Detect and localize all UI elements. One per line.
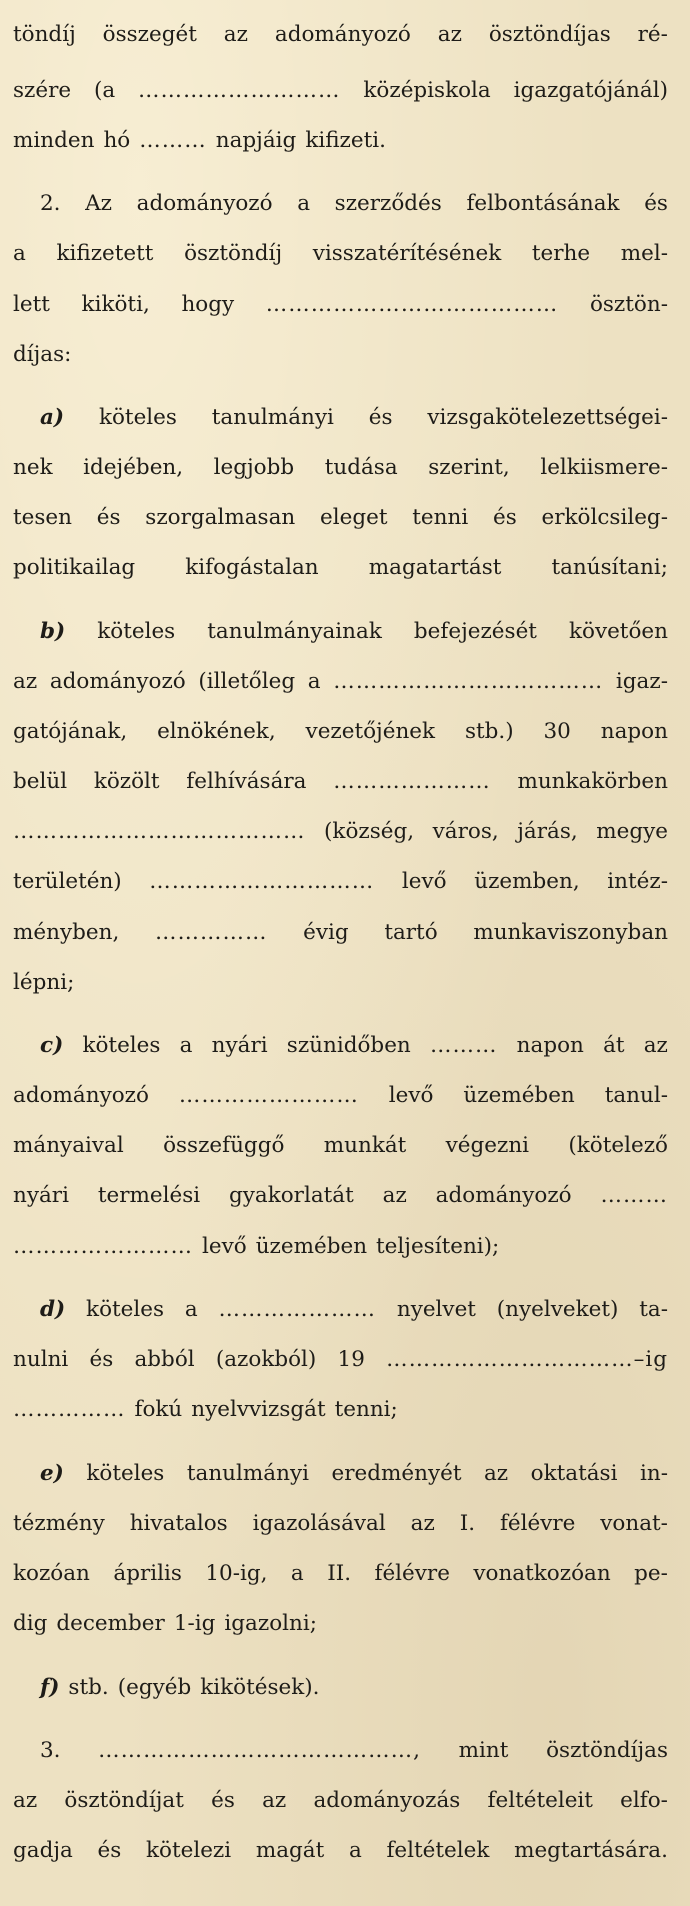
word: 10-ig, xyxy=(205,1561,268,1586)
word: szerint, xyxy=(428,455,510,480)
word: szerződés xyxy=(334,191,442,216)
word: üzemben, xyxy=(474,869,580,894)
word: ösztöndíjat xyxy=(64,1788,184,1813)
text-line xyxy=(13,1836,668,1866)
word: 3. xyxy=(40,1738,61,1763)
word: a xyxy=(297,191,311,216)
text-line xyxy=(13,1345,668,1375)
word: ………………………………… xyxy=(265,292,559,317)
text-line xyxy=(13,968,668,998)
word: …………… xyxy=(13,1397,126,1422)
word: adományozó xyxy=(435,1183,572,1208)
word: vizsgakötelezettségei- xyxy=(427,405,668,430)
word: és xyxy=(644,191,668,216)
word: köteles xyxy=(97,619,176,644)
word: ………………… xyxy=(333,769,491,794)
word: kiköti, xyxy=(81,292,150,317)
text-line xyxy=(13,1559,668,1589)
word: ta- xyxy=(639,1297,668,1322)
word: nulni xyxy=(13,1347,69,1372)
word: lelkiismere- xyxy=(540,455,668,480)
text-line xyxy=(13,1232,668,1262)
text-line xyxy=(40,1459,668,1489)
word: az xyxy=(643,1033,668,1058)
word: évig xyxy=(303,920,349,945)
word: magát xyxy=(255,1838,325,1863)
word: tudása xyxy=(324,455,398,480)
word: ményben, xyxy=(13,920,120,945)
word: feltételeit xyxy=(487,1788,593,1813)
word: félévre xyxy=(499,1511,576,1536)
word: ……………………………–ig xyxy=(386,1347,668,1372)
word: át xyxy=(603,1033,625,1058)
word: 2. xyxy=(40,191,61,216)
word: …………… xyxy=(154,920,268,945)
text-line xyxy=(13,553,668,583)
text-line xyxy=(40,1736,668,1766)
text-line xyxy=(13,817,668,847)
word: legjobb xyxy=(213,455,295,480)
word: megtartására. xyxy=(514,1838,668,1863)
word: a xyxy=(184,1297,198,1322)
word: nyári xyxy=(13,1183,69,1208)
text-line xyxy=(13,1081,668,1111)
word: …………………… xyxy=(13,1234,193,1259)
word: közölt xyxy=(93,769,160,794)
word: pe- xyxy=(634,1561,668,1586)
word: napon xyxy=(600,719,668,744)
word: ……………………… xyxy=(138,78,341,103)
word: idejében, xyxy=(83,455,184,480)
word: (a xyxy=(93,78,116,103)
word: ……………………………… xyxy=(333,669,604,694)
word: köteles xyxy=(98,405,177,430)
word: politikailag xyxy=(13,555,136,580)
word: (község, xyxy=(324,819,415,844)
text-line xyxy=(13,239,668,269)
word: vonat- xyxy=(600,1511,668,1536)
list-marker: c) xyxy=(40,1033,64,1058)
word: az xyxy=(483,1461,509,1486)
word: in- xyxy=(639,1461,668,1486)
word: mányaival xyxy=(13,1133,124,1158)
word: felbontásának xyxy=(466,191,620,216)
word: az xyxy=(382,1183,407,1208)
word: minden xyxy=(13,128,95,153)
word: követően xyxy=(568,619,668,644)
word: az xyxy=(223,22,248,47)
text-line xyxy=(40,189,668,219)
word: tenni; xyxy=(334,1397,398,1422)
word: kifizeti. xyxy=(305,128,386,153)
word: április xyxy=(113,1561,182,1586)
word: dig xyxy=(13,1611,48,1636)
word: 30 xyxy=(543,719,571,744)
text-line xyxy=(13,290,668,320)
word: az xyxy=(13,1788,38,1813)
word: munkát xyxy=(323,1133,407,1158)
word: nyelvvizsgát xyxy=(191,1397,326,1422)
word: (egyéb xyxy=(117,1675,192,1700)
word: tanúsítani; xyxy=(551,555,668,580)
text-line xyxy=(13,717,668,747)
list-marker: b) xyxy=(40,619,66,644)
word: adományozás xyxy=(313,1788,461,1813)
word: oktatási xyxy=(530,1461,618,1486)
word: a xyxy=(13,241,26,266)
word: napon xyxy=(516,1033,584,1058)
word: igazolni; xyxy=(224,1611,317,1636)
word: hogy xyxy=(181,292,235,317)
word: nek xyxy=(13,455,53,480)
word: nyári xyxy=(211,1033,268,1058)
word: 19 xyxy=(337,1347,365,1372)
word: gadja xyxy=(13,1838,73,1863)
word: stb.) xyxy=(464,719,514,744)
word: visszatérítésének xyxy=(312,241,502,266)
word: eleget xyxy=(320,505,388,530)
word: szére xyxy=(13,78,72,103)
word: abból xyxy=(134,1347,195,1372)
word: és xyxy=(89,1347,114,1372)
word: levő xyxy=(202,1234,247,1259)
word: elfo- xyxy=(620,1788,668,1813)
text-line xyxy=(13,126,668,156)
text-line xyxy=(40,1673,668,1703)
word: a xyxy=(348,1838,362,1863)
word: igaz- xyxy=(615,669,668,694)
word: kikötések). xyxy=(200,1675,320,1700)
text-line xyxy=(13,1509,668,1539)
word: …………………… xyxy=(178,1083,359,1108)
word: félévre xyxy=(374,1561,450,1586)
word: és xyxy=(97,1838,122,1863)
word: tanul- xyxy=(604,1083,668,1108)
word: tartó xyxy=(384,920,438,945)
text-line xyxy=(13,1181,668,1211)
word: december xyxy=(56,1611,165,1636)
word: lépni; xyxy=(13,970,75,995)
word: nyelvet xyxy=(396,1297,476,1322)
word: 1-ig xyxy=(173,1611,216,1636)
word: vezetőjének xyxy=(305,719,436,744)
word: szünidőben xyxy=(286,1033,411,1058)
word: adományozó xyxy=(136,191,273,216)
word: és xyxy=(211,1788,235,1813)
word: töndíj xyxy=(13,22,76,47)
word: gyakorlatát xyxy=(228,1183,354,1208)
word: összefüggő xyxy=(163,1133,285,1158)
text-line xyxy=(13,667,668,697)
text-line xyxy=(13,918,668,948)
word: köteles xyxy=(86,1297,165,1322)
text-line xyxy=(13,503,668,533)
word: kozóan xyxy=(13,1561,90,1586)
word: járás, xyxy=(517,819,578,844)
word: munkaviszonyban xyxy=(473,920,668,945)
word: tanulmányi xyxy=(186,1461,309,1486)
word: az xyxy=(262,1788,287,1813)
word: hó xyxy=(103,128,131,153)
word: a xyxy=(179,1033,193,1058)
word: üzemében xyxy=(463,1083,575,1108)
word: és xyxy=(368,405,393,430)
word: intéz- xyxy=(607,869,668,894)
word: (azokból) xyxy=(215,1347,317,1372)
text-line xyxy=(13,76,668,106)
word: igazolásával xyxy=(252,1511,386,1536)
word: napjáig xyxy=(215,128,297,153)
list-marker: f) xyxy=(40,1675,60,1700)
word: ösztöndíjas xyxy=(488,22,611,47)
word: középiskola xyxy=(363,78,491,103)
word: az xyxy=(410,1511,435,1536)
word: ………………… xyxy=(218,1297,377,1322)
text-line xyxy=(40,617,668,647)
word: feltételek xyxy=(386,1838,490,1863)
word: mel- xyxy=(620,241,668,266)
word: kifizetett xyxy=(56,241,154,266)
text-line xyxy=(40,1031,668,1061)
word: tesen xyxy=(13,505,72,530)
word: az xyxy=(437,22,462,47)
word: (kötelező xyxy=(568,1133,668,1158)
word: mint xyxy=(458,1738,509,1763)
word: területén) xyxy=(13,869,122,894)
word: kötelezi xyxy=(145,1838,232,1863)
word: ………………………… xyxy=(149,869,375,894)
word: hivatalos xyxy=(129,1511,228,1536)
text-line xyxy=(13,1131,668,1161)
word: belül xyxy=(13,769,68,794)
word: (illetőleg xyxy=(198,669,296,694)
word: ……………………………………, xyxy=(98,1738,422,1763)
word: megye xyxy=(596,819,668,844)
word: igazgatójánál) xyxy=(513,78,668,103)
word: erkölcsileg- xyxy=(541,505,668,530)
word: adományozó xyxy=(49,669,186,694)
word: teljesíteni); xyxy=(376,1234,500,1259)
word: köteles xyxy=(82,1033,161,1058)
word: összegét xyxy=(102,22,197,47)
word: város, xyxy=(432,819,499,844)
word: lett xyxy=(13,292,50,317)
word: és xyxy=(492,505,517,530)
word: levő xyxy=(388,1083,434,1108)
word: ……… xyxy=(139,128,207,153)
word: tanulmányainak xyxy=(207,619,382,644)
word: tanulmányi xyxy=(211,405,334,430)
word: munkakörben xyxy=(517,769,668,794)
text-line xyxy=(40,1295,668,1325)
text-line xyxy=(13,20,668,50)
text-line xyxy=(13,767,668,797)
word: levő xyxy=(401,869,447,894)
word: ösztöndíj xyxy=(184,241,283,266)
word: a xyxy=(307,669,321,694)
word: II. xyxy=(327,1561,352,1586)
list-marker: d) xyxy=(40,1297,66,1322)
word: eredményét xyxy=(331,1461,462,1486)
word: adományozó xyxy=(274,22,411,47)
word: befejezését xyxy=(413,619,537,644)
text-line xyxy=(13,867,668,897)
word: felhívására xyxy=(186,769,307,794)
word: és xyxy=(96,505,121,530)
list-marker: e) xyxy=(40,1461,64,1486)
word: fokú xyxy=(134,1397,183,1422)
word: vonatkozóan xyxy=(473,1561,611,1586)
text-line xyxy=(40,403,668,433)
word: adományozó xyxy=(13,1083,149,1108)
word: kifogástalan xyxy=(185,555,319,580)
word: ……… xyxy=(429,1033,498,1058)
word: köteles xyxy=(86,1461,165,1486)
word: stb. xyxy=(68,1675,109,1700)
word: ré- xyxy=(637,22,668,47)
word: végezni xyxy=(445,1133,530,1158)
word: termelési xyxy=(97,1183,201,1208)
word: I. xyxy=(459,1511,476,1536)
word: magatartást xyxy=(368,555,502,580)
word: Az xyxy=(85,191,112,216)
word: elnökének, xyxy=(157,719,276,744)
list-marker: a) xyxy=(40,405,65,430)
word: gatójának, xyxy=(13,719,128,744)
text-line xyxy=(13,1395,668,1425)
word: (nyelveket) xyxy=(496,1297,619,1322)
word: tézmény xyxy=(13,1511,105,1536)
text-line xyxy=(13,453,668,483)
text-line xyxy=(13,1609,668,1639)
text-line xyxy=(13,1786,668,1816)
word: szorgalmasan xyxy=(145,505,296,530)
text-line xyxy=(13,340,668,370)
word: tenni xyxy=(412,505,469,530)
word: ösztön- xyxy=(589,292,668,317)
word: terhe xyxy=(531,241,591,266)
word: a xyxy=(290,1561,304,1586)
word: díjas: xyxy=(13,342,72,367)
word: ösztöndíjas xyxy=(546,1738,668,1763)
word: ……… xyxy=(600,1183,668,1208)
word: az xyxy=(13,669,38,694)
word: ………………………………… xyxy=(13,819,306,844)
word: üzemében xyxy=(255,1234,368,1259)
